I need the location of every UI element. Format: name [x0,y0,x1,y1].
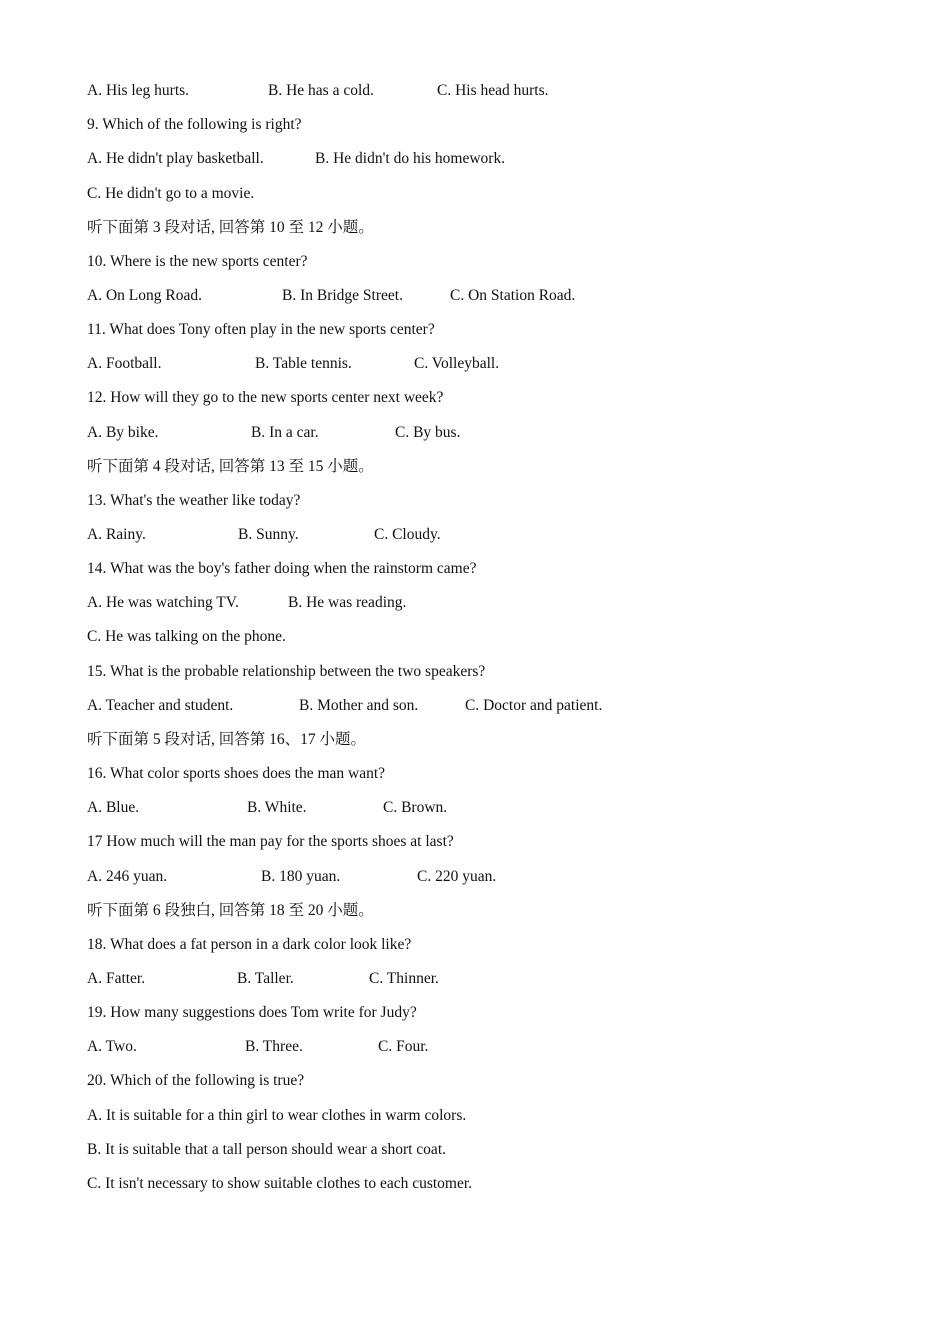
option-a: A. He was watching TV. [87,594,239,611]
option-b: B. He didn't do his homework. [315,150,506,167]
option-a: A. By bike. [87,424,159,441]
question-9: 9. Which of the following is right? [87,116,302,133]
option-a: A. Teacher and student. [87,697,234,714]
option-a: A. On Long Road. [87,287,202,304]
option-c: C. Volleyball. [414,355,500,372]
option-b: B. He was reading. [288,594,407,611]
option-b: B. Taller. [237,970,294,987]
option-c-line: C. He was talking on the phone. [87,628,286,645]
section-heading-4: 听下面第 4 段对话, 回答第 13 至 15 小题。 [87,458,374,475]
option-c: C. Thinner. [369,970,439,987]
question-19: 19. How many suggestions does Tom write for Judy? [87,1004,417,1021]
option-c: C. His head hurts. [437,82,549,99]
option-c: C. Four. [378,1038,429,1055]
option-b: B. Mother and son. [299,697,419,714]
option-b: B. He has a cold. [268,82,374,99]
option-c: C. 220 yuan. [417,868,497,885]
option-c: C. Cloudy. [374,526,441,543]
question-11: 11. What does Tony often play in the new sports center? [87,321,435,338]
option-c: C. Doctor and patient. [465,697,603,714]
option-b: B. 180 yuan. [261,868,341,885]
question-12: 12. How will they go to the new sports center next week? [87,389,444,406]
question-17: 17 How much will the man pay for the sports shoes at last? [87,833,454,850]
option-a-line: A. It is suitable for a thin girl to wear clothes in warm colors. [87,1107,467,1124]
option-a: A. Football. [87,355,162,372]
question-16: 16. What color sports shoes does the man want? [87,765,386,782]
question-14: 14. What was the boy's father doing when the rainstorm came? [87,560,477,577]
question-15: 15. What is the probable relationship between the two speakers? [87,663,486,680]
option-c: C. On Station Road. [450,287,576,304]
option-a: A. Blue. [87,799,140,816]
option-a: A. 246 yuan. [87,868,168,885]
option-a: A. Two. [87,1038,137,1055]
option-b: B. Sunny. [238,526,299,543]
section-heading-3: 听下面第 3 段对话, 回答第 10 至 12 小题。 [87,219,374,236]
question-18: 18. What does a fat person in a dark color look like? [87,936,412,953]
section-heading-6: 听下面第 6 段独白, 回答第 18 至 20 小题。 [87,902,374,919]
option-b: B. In Bridge Street. [282,287,403,304]
option-b: B. In a car. [251,424,319,441]
option-c-line: C. It isn't necessary to show suitable clothes to each customer. [87,1175,473,1192]
option-b: B. Table tennis. [255,355,352,372]
option-a: A. His leg hurts. [87,82,190,99]
question-10: 10. Where is the new sports center? [87,253,308,270]
option-a: A. Rainy. [87,526,146,543]
option-a: A. Fatter. [87,970,146,987]
question-13: 13. What's the weather like today? [87,492,301,509]
option-a: A. He didn't play basketball. [87,150,264,167]
option-c-line: C. He didn't go to a movie. [87,185,255,202]
option-b: B. White. [247,799,307,816]
option-b: B. Three. [245,1038,303,1055]
option-c: C. Brown. [383,799,448,816]
question-20: 20. Which of the following is true? [87,1072,305,1089]
option-b-line: B. It is suitable that a tall person should wear a short coat. [87,1141,446,1158]
section-heading-5: 听下面第 5 段对话, 回答第 16、17 小题。 [87,731,367,748]
option-c: C. By bus. [395,424,461,441]
